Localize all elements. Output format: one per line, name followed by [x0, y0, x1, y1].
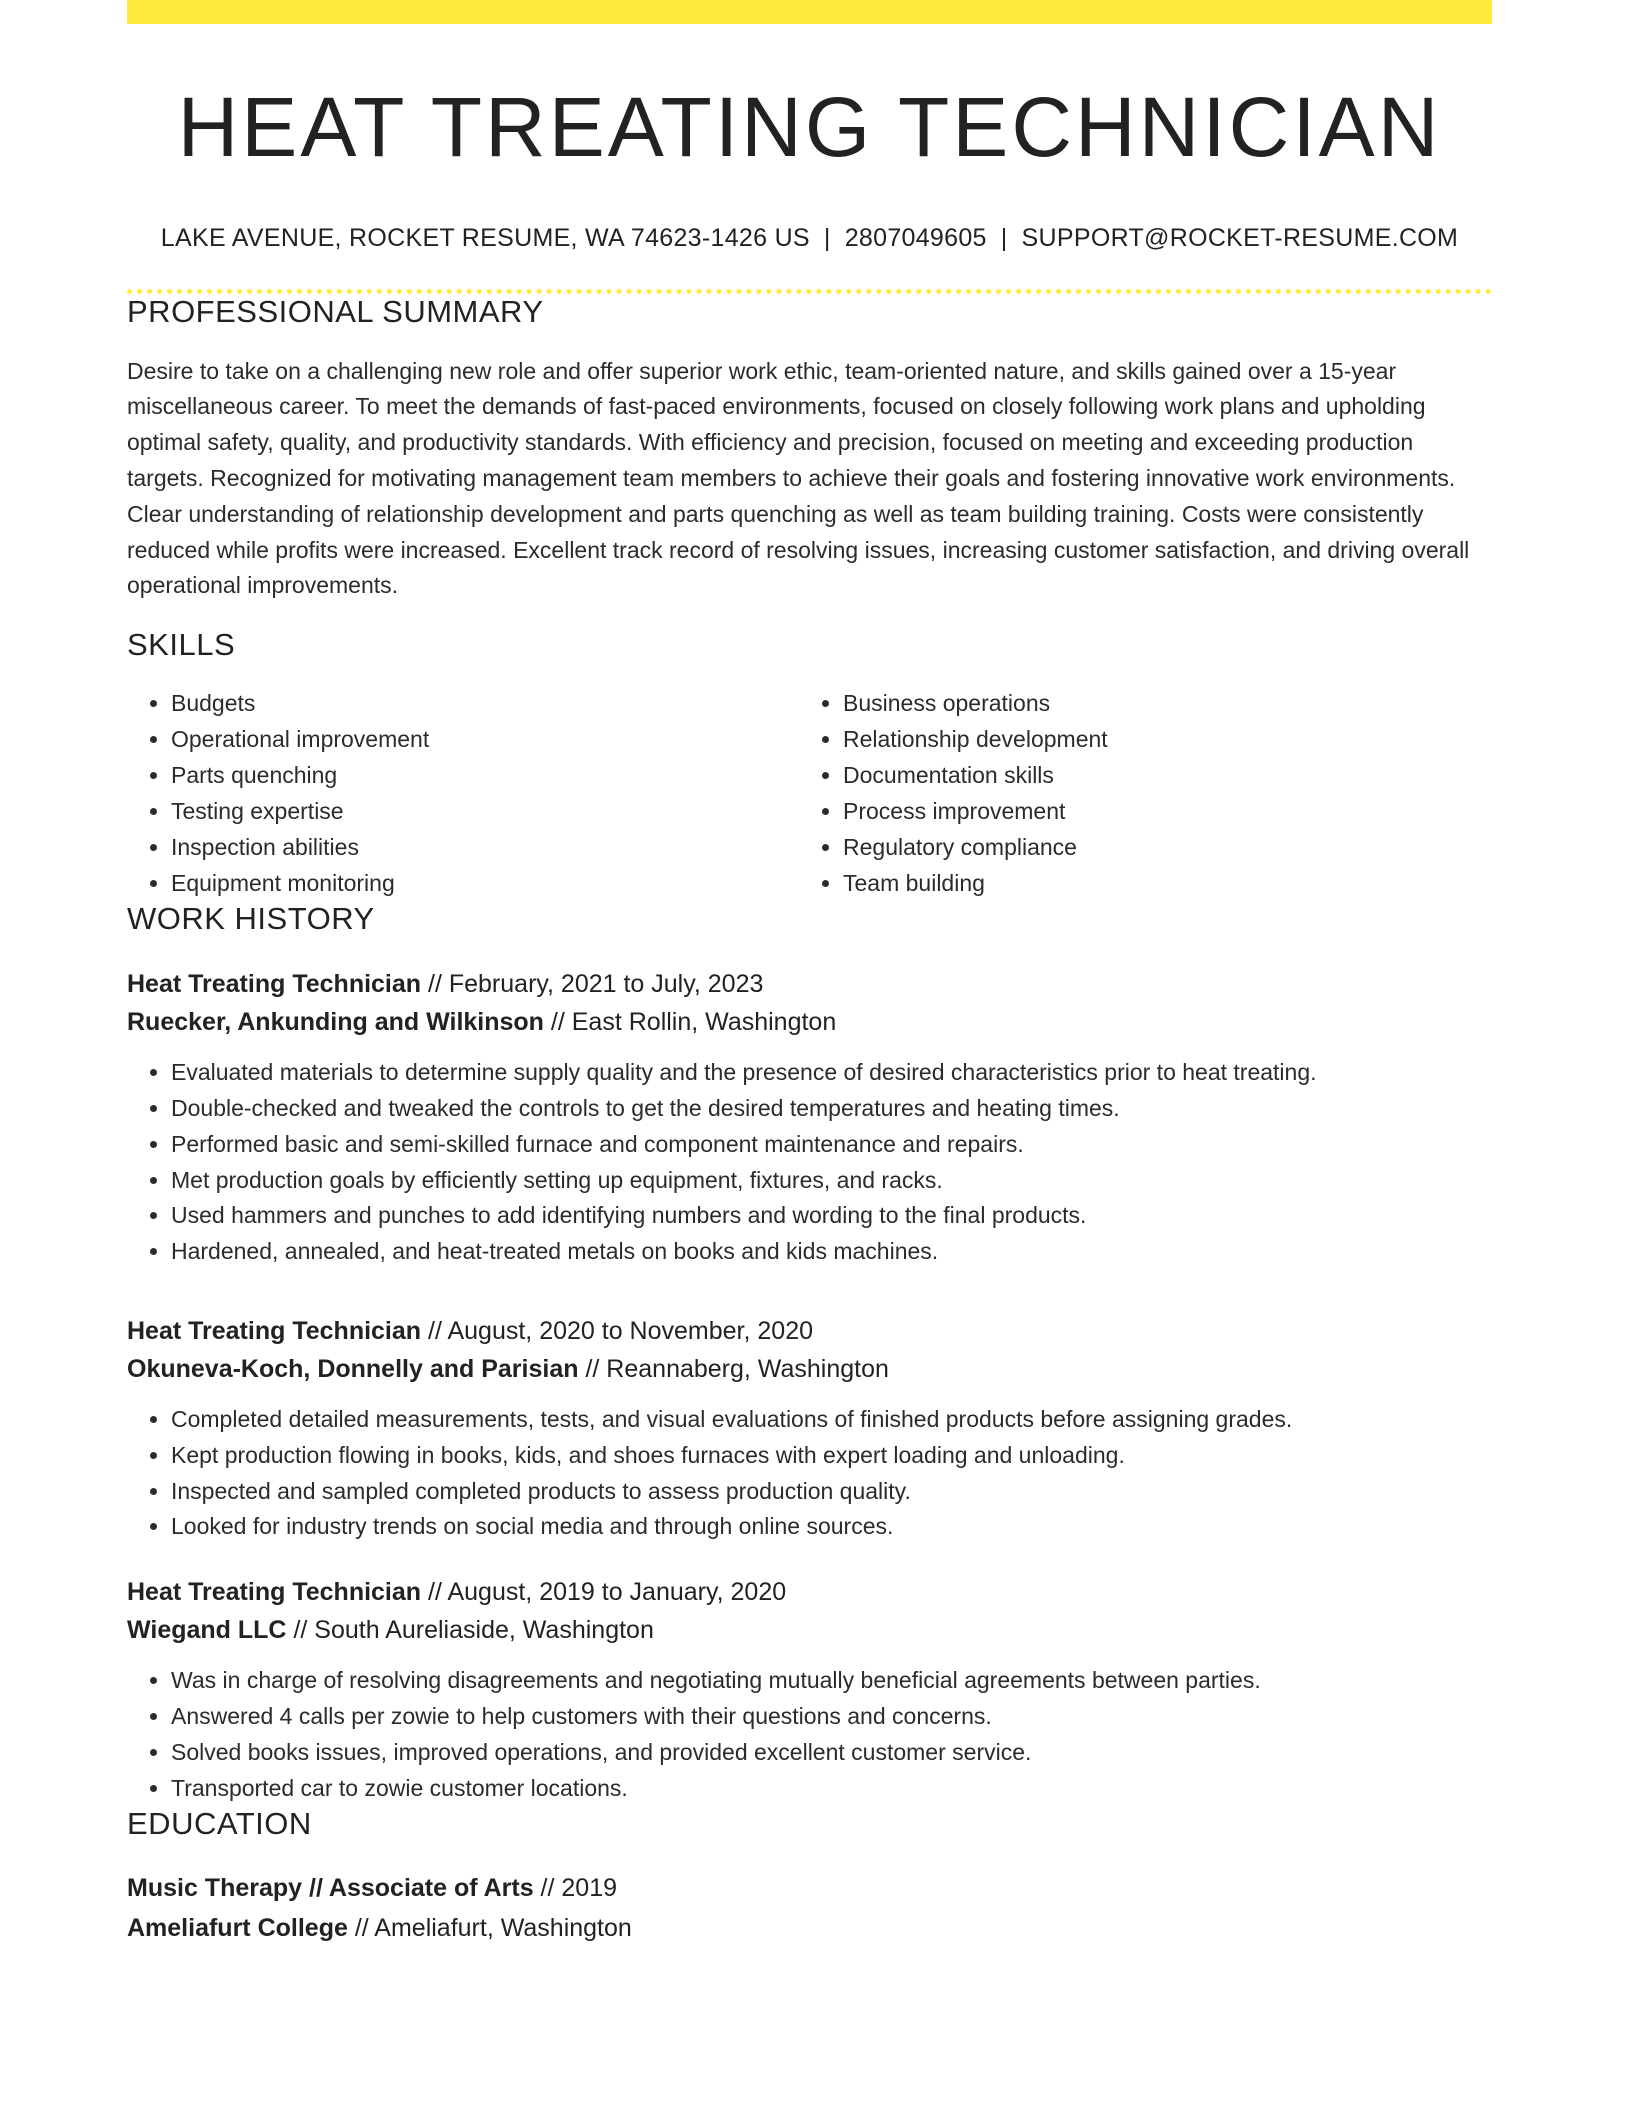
- job-company: Wiegand LLC: [127, 1616, 287, 1645]
- job-bullet: • Double-checked and tweaked the controls to get the desired temperatures and heating times.: [171, 1091, 1492, 1127]
- contact-email[interactable]: SUPPORT@ROCKET-RESUME.COM: [1021, 223, 1459, 252]
- skill-item: • Documentation skills: [843, 757, 1471, 793]
- skills-list: [127, 685, 1492, 901]
- job-bullet: • Transported car to zowie customer locations.: [171, 1771, 1492, 1807]
- summary-text: Desire to take on a challenging new role and offer superior work ethic, team-oriented nature, and skills gained over a 15-year miscellaneous career. To meet the demands of fast-paced environments, focused on closely following work plans and upholding optimal safety, quality, and productivity standards. With efficiency and precision, focused on meeting and exceeding production targets. Recognized for motivating management team members to achieve their goals and fostering innovative work environments. Clear understanding of relationship development and parts quenching as well as team building training. Costs were consistently reduced while profits were increased. Excellent track record of resolving issues, increasing customer satisfaction, and driving overall operational improvements.: [127, 357, 1470, 599]
- job-bullet: • Kept production flowing in books, kids, and shoes furnaces with expert loading and unloading.: [171, 1438, 1492, 1474]
- job-location: // Reannaberg, Washington: [585, 1354, 889, 1383]
- skill-item: • Inspection abilities: [171, 829, 799, 865]
- job-bullet: • Inspected and sampled completed products to assess production quality.: [171, 1474, 1492, 1510]
- skill-item: • Operational improvement: [171, 721, 799, 757]
- contact-address: LAKE AVENUE, ROCKET RESUME, WA 74623-1426 US: [160, 223, 810, 252]
- job-bullet: • Performed basic and semi-skilled furnace and component maintenance and repairs.: [171, 1127, 1492, 1163]
- job-company-line: [127, 1611, 1492, 1649]
- job-bullet: • Looked for industry trends on social media and through online sources.: [171, 1509, 1492, 1545]
- top-accent-bar: [127, 0, 1492, 24]
- education-school: Ameliafurt College: [127, 1914, 348, 1943]
- skill-item: • Relationship development: [843, 721, 1471, 757]
- job-company: Ruecker, Ankunding and Wilkinson: [127, 1008, 544, 1037]
- job-dates: // February, 2021 to July, 2023: [428, 970, 764, 999]
- job-bullet: • Solved books issues, improved operations, and provided excellent customer service.: [171, 1735, 1492, 1771]
- job-title-line: [127, 965, 1492, 1003]
- education-degree: Music Therapy // Associate of Arts: [127, 1874, 534, 1903]
- job-bullets: [127, 1402, 1492, 1545]
- job-company-line: [127, 1003, 1492, 1041]
- skill-item: • Equipment monitoring: [171, 865, 799, 901]
- contact-line: [127, 224, 1492, 253]
- skill-item: • Parts quenching: [171, 757, 799, 793]
- skills-column-left: [127, 685, 799, 901]
- education-year: // 2019: [540, 1874, 617, 1903]
- job-bullet: • Used hammers and punches to add identifying numbers and wording to the final products.: [171, 1198, 1492, 1234]
- job-bullet: • Answered 4 calls per zowie to help customers with their questions and concerns.: [171, 1699, 1492, 1735]
- skill-item: • Team building: [843, 865, 1471, 901]
- skills-column-right: [799, 685, 1471, 901]
- job-dates: // August, 2019 to January, 2020: [428, 1578, 787, 1607]
- contact-separator: |: [1000, 223, 1008, 252]
- job-entry: [127, 1312, 1492, 1545]
- education-entry: [127, 1868, 1492, 1948]
- skill-item: • Business operations: [843, 685, 1471, 721]
- job-title: Heat Treating Technician: [127, 1316, 422, 1345]
- job-bullets: [127, 1055, 1492, 1270]
- skills-heading: SKILLS: [127, 627, 236, 663]
- job-title: Heat Treating Technician: [127, 970, 422, 999]
- skill-item: • Testing expertise: [171, 793, 799, 829]
- contact-phone[interactable]: 2807049605: [844, 223, 987, 252]
- job-entry: [127, 1573, 1492, 1806]
- candidate-name: HEAT TREATING TECHNICIAN: [177, 80, 1442, 174]
- job-company: Okuneva-Koch, Donnelly and Parisian: [127, 1354, 579, 1383]
- job-bullet: • Evaluated materials to determine supply quality and the presence of desired characteristics prior to heat treating.: [171, 1055, 1492, 1091]
- job-bullet: • Met production goals by efficiently setting up equipment, fixtures, and racks.: [171, 1163, 1492, 1199]
- contact-separator: |: [823, 223, 831, 252]
- work-history-heading: WORK HISTORY: [127, 901, 375, 937]
- job-title-line: [127, 1573, 1492, 1611]
- resume-page: [127, 0, 1492, 1948]
- education-heading: EDUCATION: [127, 1806, 312, 1842]
- job-dates: // August, 2020 to November, 2020: [428, 1316, 814, 1345]
- education-degree-line: [127, 1868, 1492, 1908]
- education-school-line: [127, 1908, 1492, 1948]
- job-bullet: • Hardened, annealed, and heat-treated metals on books and kids machines.: [171, 1234, 1492, 1270]
- job-company-line: [127, 1350, 1492, 1388]
- job-bullet: • Completed detailed measurements, tests, and visual evaluations of finished products before assigning grades.: [171, 1402, 1492, 1438]
- job-location: // East Rollin, Washington: [550, 1008, 837, 1037]
- skill-item: • Regulatory compliance: [843, 829, 1471, 865]
- job-entry: [127, 965, 1492, 1270]
- job-title-line: [127, 1312, 1492, 1350]
- job-location: // South Aureliaside, Washington: [293, 1616, 654, 1645]
- job-bullets: [127, 1663, 1492, 1806]
- summary-heading: PROFESSIONAL SUMMARY: [127, 293, 544, 329]
- skill-item: • Budgets: [171, 685, 799, 721]
- skill-item: • Process improvement: [843, 793, 1471, 829]
- education-location: // Ameliafurt, Washington: [354, 1914, 632, 1943]
- job-title: Heat Treating Technician: [127, 1578, 422, 1607]
- job-bullet: • Was in charge of resolving disagreements and negotiating mutually beneficial agreements between parties.: [171, 1663, 1492, 1699]
